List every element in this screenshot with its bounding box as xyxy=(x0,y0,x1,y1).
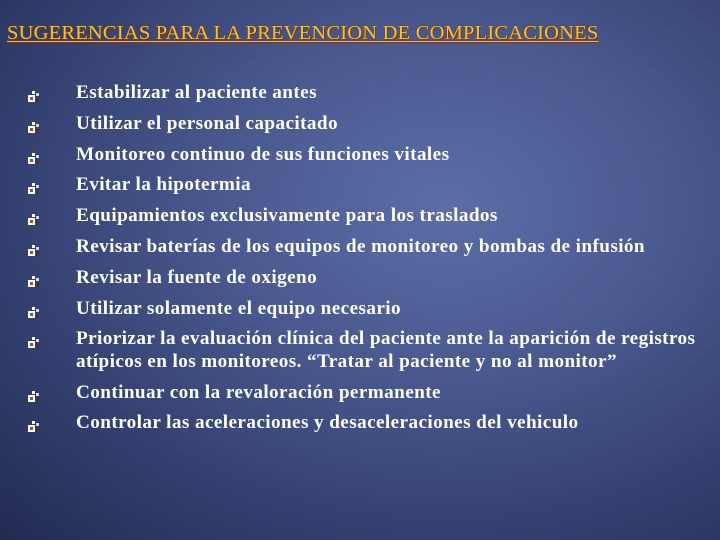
square-bullet-icon xyxy=(28,387,40,399)
bullet-item xyxy=(28,113,700,136)
slide-title: SUGERENCIAS PARA LA PREVENCION DE COMPLICACIONES xyxy=(7,22,599,44)
bullet-text: Estabilizar al paciente antes xyxy=(76,82,317,103)
bullet-text: Revisar la fuente de oxigeno xyxy=(76,266,318,288)
bullet-item xyxy=(28,174,700,197)
bullet-text: Utilizar el personal capacitado xyxy=(76,112,338,134)
bullet-item xyxy=(28,267,700,290)
square-bullet-icon xyxy=(28,179,40,191)
square-bullet-icon xyxy=(28,241,40,253)
bullet-item xyxy=(28,205,700,228)
bullet-item xyxy=(28,236,700,259)
bullet-text: Monitoreo continuo de sus funciones vitales xyxy=(76,143,450,165)
square-bullet-icon xyxy=(28,272,40,284)
bullet-item xyxy=(28,382,700,405)
bullet-text: Revisar baterías de los equipos de monitoreo y bombas de infusión xyxy=(76,235,645,257)
square-bullet-icon xyxy=(28,210,40,222)
square-bullet-icon xyxy=(28,87,40,99)
bullet-text: Continuar con la revaloración permanente xyxy=(76,381,441,403)
bullet-item xyxy=(28,412,700,435)
bullet-item xyxy=(28,144,700,167)
square-bullet-icon xyxy=(28,303,40,315)
bullet-text: Controlar las aceleraciones y desaceleraciones del vehiculo xyxy=(76,412,579,434)
bullet-item xyxy=(28,82,700,105)
bullet-text: Utilizar solamente el equipo necesario xyxy=(76,297,401,319)
bullet-text: Equipamientos exclusivamente para los traslados xyxy=(76,205,498,227)
bullet-item xyxy=(28,298,700,321)
bullet-list xyxy=(28,82,700,443)
square-bullet-icon xyxy=(28,417,40,429)
square-bullet-icon xyxy=(28,333,40,345)
square-bullet-icon xyxy=(28,118,40,130)
bullet-text: Evitar la hipotermia xyxy=(76,174,251,196)
bullet-text: Priorizar la evaluación clínica del paciente ante la aparición de registros atípicos en los monitoreos. “Tratar al paciente y no al monitor” xyxy=(76,328,696,372)
bullet-item xyxy=(28,328,700,373)
square-bullet-icon xyxy=(28,149,40,161)
